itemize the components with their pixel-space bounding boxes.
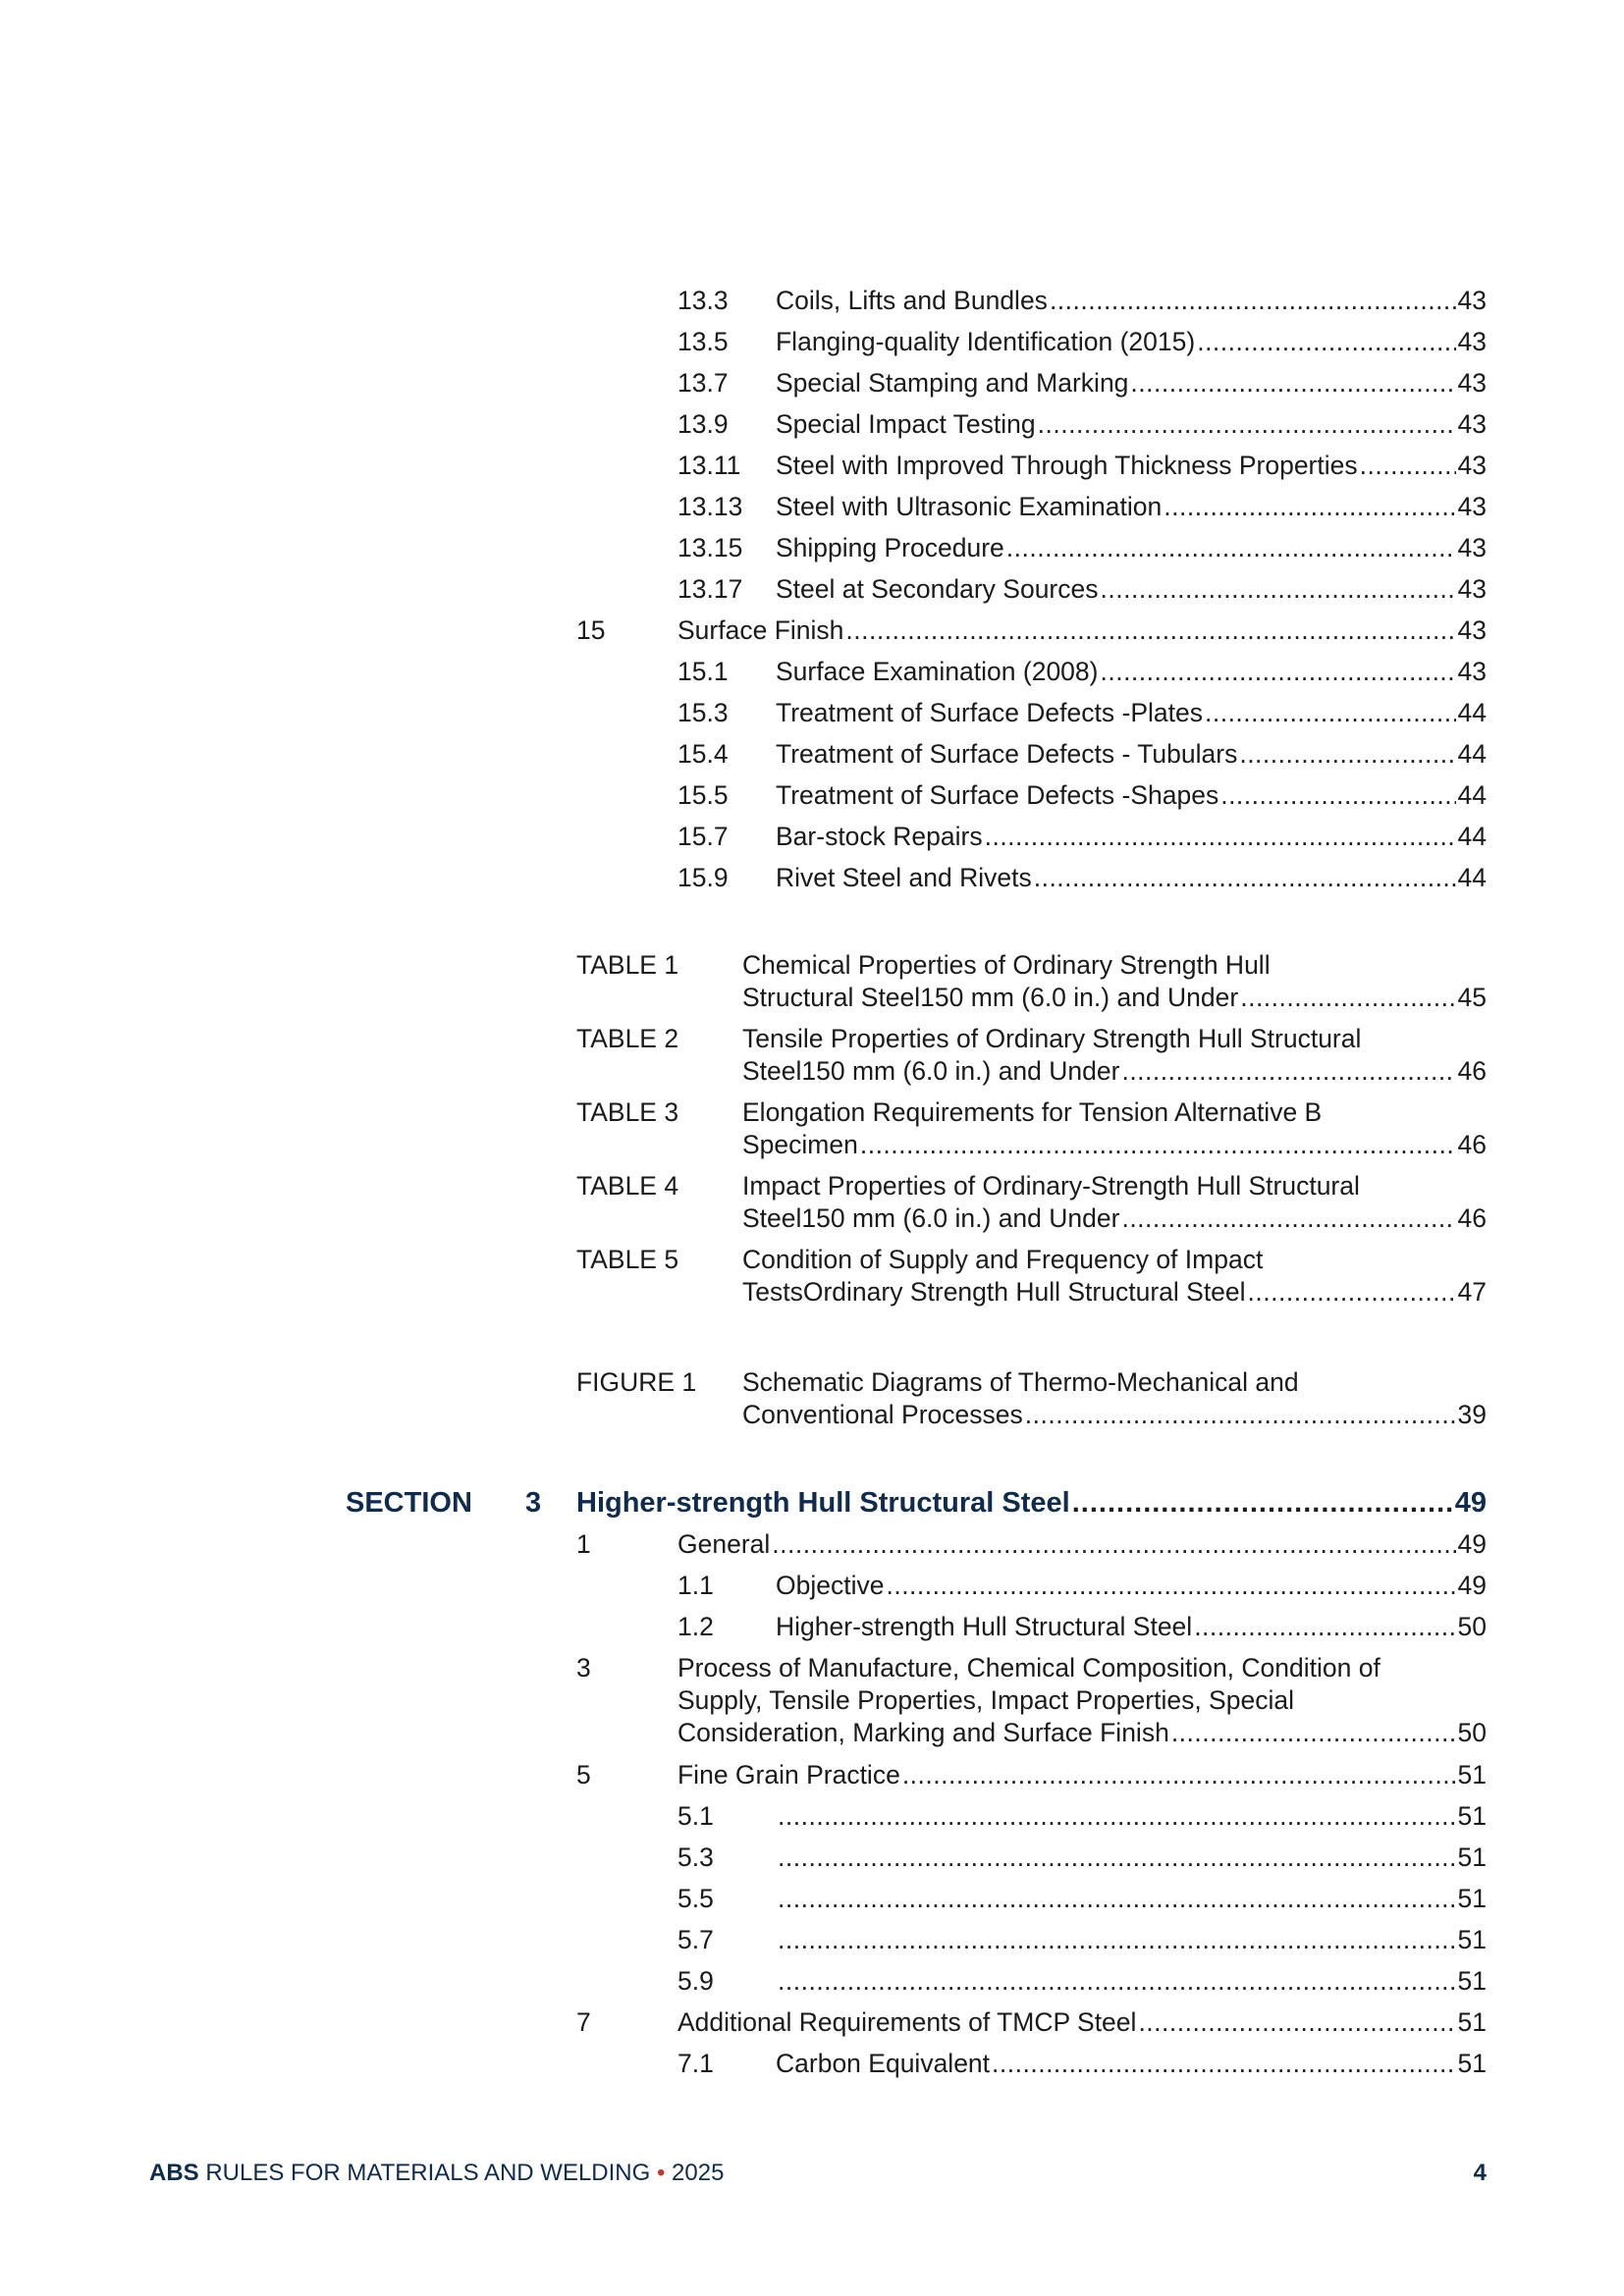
dot-leader xyxy=(1025,1397,1456,1432)
entry-line xyxy=(776,406,1487,442)
entry-label: TABLE 5 xyxy=(576,1245,679,1274)
entry-number: 13.3 xyxy=(677,286,729,315)
entry-line xyxy=(677,1757,1487,1792)
entry-number: 5.1 xyxy=(677,1801,714,1831)
entry-label: TABLE 4 xyxy=(576,1171,679,1201)
dot-leader xyxy=(778,1963,1456,1999)
dot-leader xyxy=(902,1757,1456,1792)
entry-line xyxy=(776,571,1487,607)
entry-number: 7.1 xyxy=(677,2049,714,2078)
dot-leader xyxy=(1072,1485,1453,1521)
entry-page-number: 49 xyxy=(1457,1571,1487,1600)
section-label: SECTION xyxy=(346,1487,472,1519)
page-number: 4 xyxy=(1473,2160,1487,2186)
entry-page-number: 43 xyxy=(1457,533,1487,562)
footer xyxy=(149,2160,724,2187)
entry-page-number: 43 xyxy=(1457,657,1487,686)
entry-line xyxy=(776,2046,1487,2081)
entry-number: 5.7 xyxy=(677,1925,714,1954)
dot-leader xyxy=(1006,530,1456,565)
dot-leader xyxy=(1101,571,1456,607)
entry-page-number: 43 xyxy=(1457,286,1487,315)
entry-title: Additional Requirements of TMCP Steel xyxy=(677,2007,1137,2037)
dot-leader xyxy=(1248,1274,1456,1309)
entry-number: 5.5 xyxy=(677,1884,714,1913)
entry-line3 xyxy=(677,1715,1487,1750)
entry-title: Surface Examination (2008) xyxy=(776,657,1099,686)
entry-line xyxy=(776,777,1487,813)
entry-line xyxy=(776,324,1487,359)
entry-number: 5.9 xyxy=(677,1966,714,1996)
dot-leader xyxy=(1050,283,1456,318)
dot-leader xyxy=(778,1922,1456,1957)
entry-title-line2: Steel150 mm (6.0 in.) and Under xyxy=(742,1203,1120,1233)
entry-page-number: 44 xyxy=(1457,698,1487,727)
entry-page-number: 43 xyxy=(1457,451,1487,480)
entry-page-number: 51 xyxy=(1457,1884,1487,1913)
entry-label: TABLE 2 xyxy=(576,1024,679,1053)
entry-number: 13.5 xyxy=(677,327,729,356)
entry-label: TABLE 1 xyxy=(576,950,679,980)
entry-number: 15.3 xyxy=(677,698,729,727)
entry-page-number: 50 xyxy=(1457,1718,1487,1747)
section-number: 3 xyxy=(525,1487,542,1519)
entry-number: 15.9 xyxy=(677,863,729,892)
dot-leader xyxy=(1197,324,1455,359)
entry-number: 1 xyxy=(576,1529,591,1559)
entry-title: Special Stamping and Marking xyxy=(776,368,1129,398)
entry-number: 1.1 xyxy=(677,1571,714,1600)
entry-title-line1: Tensile Properties of Ordinary Strength Hull Structural xyxy=(742,1024,1362,1053)
entry-title: Higher-strength Hull Structural Steel xyxy=(776,1612,1193,1641)
entry-number: 15.4 xyxy=(677,739,729,769)
entry-number: 13.11 xyxy=(677,451,741,480)
section-page-number: 49 xyxy=(1454,1487,1487,1519)
entry-title-line2: Steel150 mm (6.0 in.) and Under xyxy=(742,1056,1120,1086)
entry-number: 13.15 xyxy=(677,533,743,562)
entry-line xyxy=(776,860,1487,895)
dot-leader xyxy=(1138,2004,1455,2040)
entry-page-number: 51 xyxy=(1457,2049,1487,2078)
entry-number: 13.13 xyxy=(677,492,743,521)
entry-number: 1.2 xyxy=(677,1612,714,1641)
entry-page-number: 47 xyxy=(1457,1277,1487,1307)
entry-title-line2: Structural Steel150 mm (6.0 in.) and Under xyxy=(742,983,1239,1012)
entry-page-number: 51 xyxy=(1457,1760,1487,1789)
entry-line xyxy=(776,489,1487,524)
dot-leader xyxy=(1130,365,1455,400)
dot-leader xyxy=(1240,980,1455,1015)
entry-label: TABLE 3 xyxy=(576,1097,679,1127)
entry-number: 5 xyxy=(576,1760,591,1789)
entry-page-number: 43 xyxy=(1457,368,1487,398)
dot-leader xyxy=(1171,1715,1456,1750)
footer-brand: ABS xyxy=(149,2160,199,2186)
dot-leader xyxy=(1038,406,1456,442)
entry-number: 15.1 xyxy=(677,657,729,686)
section-title-line xyxy=(576,1485,1487,1521)
section-title: Higher-strength Hull Structural Steel xyxy=(576,1487,1070,1519)
entry-number: 5.3 xyxy=(677,1842,714,1872)
dot-leader xyxy=(985,819,1456,854)
entry-title-line2: Supply, Tensile Properties, Impact Properties, Special xyxy=(677,1685,1294,1715)
entry-title: Treatment of Surface Defects - Tubulars xyxy=(776,739,1238,769)
entry-title-line1: Impact Properties of Ordinary-Strength Hull Structural xyxy=(742,1171,1360,1201)
entry-page-number: 43 xyxy=(1457,327,1487,356)
entry-line xyxy=(776,448,1487,483)
entry-page-number: 51 xyxy=(1457,1842,1487,1872)
dot-leader xyxy=(1121,1201,1455,1236)
entry-page-number: 51 xyxy=(1457,1966,1487,1996)
dot-leader xyxy=(778,1840,1456,1875)
entry-line xyxy=(776,530,1487,565)
entry-title-line1: Elongation Requirements for Tension Alternative B xyxy=(742,1097,1323,1127)
entry-line xyxy=(677,2004,1487,2040)
entry-title: Steel with Improved Through Thickness Properties xyxy=(776,451,1358,480)
entry-number: 7 xyxy=(576,2007,591,2037)
footer-bullet: • xyxy=(656,2160,666,2186)
dot-leader xyxy=(778,1881,1456,1916)
entry-line xyxy=(677,1526,1487,1562)
entry-title-line1: Chemical Properties of Ordinary Strength Hull xyxy=(742,950,1271,980)
entry-title: General xyxy=(677,1529,771,1559)
entry-title: Fine Grain Practice xyxy=(677,1760,900,1789)
dot-leader xyxy=(1121,1053,1455,1089)
entry-line2 xyxy=(742,980,1487,1015)
entry-page-number: 44 xyxy=(1457,780,1487,810)
entry-title-line1: Condition of Supply and Frequency of Impact xyxy=(742,1245,1264,1274)
entry-page-number: 44 xyxy=(1457,863,1487,892)
entry-title-line3: Consideration, Marking and Surface Finish xyxy=(677,1718,1169,1747)
entry-title: Special Impact Testing xyxy=(776,409,1036,439)
entry-page-number: 39 xyxy=(1457,1400,1487,1429)
entry-line xyxy=(776,736,1487,772)
entry-page-number: 44 xyxy=(1457,739,1487,769)
entry-page-number: 43 xyxy=(1457,409,1487,439)
entry-page-number: 46 xyxy=(1457,1203,1487,1233)
entry-title: Treatment of Surface Defects -Plates xyxy=(776,698,1203,727)
dot-leader xyxy=(1100,654,1455,689)
dot-leader xyxy=(778,1798,1456,1834)
entry-number: 13.7 xyxy=(677,368,729,398)
entry-page-number: 51 xyxy=(1457,1925,1487,1954)
dot-leader xyxy=(1239,736,1455,772)
entry-line xyxy=(776,1963,1487,1999)
entry-page-number: 46 xyxy=(1457,1130,1487,1159)
entry-page-number: 45 xyxy=(1457,983,1487,1012)
entry-title-line2: TestsOrdinary Strength Hull Structural Steel xyxy=(742,1277,1246,1307)
entry-line2 xyxy=(742,1274,1487,1309)
entry-number: 15 xyxy=(576,615,606,645)
dot-leader xyxy=(772,1526,1455,1562)
entry-line xyxy=(776,1922,1487,1957)
entry-page-number: 43 xyxy=(1457,492,1487,521)
entry-title-line1: Process of Manufacture, Chemical Composition, Condition of xyxy=(677,1653,1380,1682)
entry-line2 xyxy=(742,1201,1487,1236)
entry-line xyxy=(776,365,1487,400)
entry-page-number: 51 xyxy=(1457,2007,1487,2037)
entry-line xyxy=(776,1881,1487,1916)
entry-title: Rivet Steel and Rivets xyxy=(776,863,1032,892)
dot-leader xyxy=(1205,695,1456,730)
entry-title-line2: Conventional Processes xyxy=(742,1400,1023,1429)
entry-line xyxy=(776,695,1487,730)
entry-page-number: 50 xyxy=(1457,1612,1487,1641)
entry-line xyxy=(776,1840,1487,1875)
entry-title: Coils, Lifts and Bundles xyxy=(776,286,1048,315)
entry-label: FIGURE 1 xyxy=(576,1367,697,1397)
entry-page-number: 51 xyxy=(1457,1801,1487,1831)
entry-title: Steel with Ultrasonic Examination xyxy=(776,492,1163,521)
entry-line xyxy=(776,283,1487,318)
entry-line xyxy=(776,1568,1487,1603)
entry-page-number: 44 xyxy=(1457,822,1487,851)
entry-title: Flanging-quality Identification (2015) xyxy=(776,327,1196,356)
entry-line2 xyxy=(742,1397,1487,1432)
entry-number: 13.17 xyxy=(677,574,743,604)
footer-page-number xyxy=(1474,2160,1487,2187)
dot-leader xyxy=(1164,489,1455,524)
dot-leader xyxy=(845,613,1455,648)
entry-title: Surface Finish xyxy=(677,615,844,645)
entry-line xyxy=(776,819,1487,854)
entry-title: Bar-stock Repairs xyxy=(776,822,983,851)
entry-page-number: 49 xyxy=(1457,1529,1487,1559)
dot-leader xyxy=(860,1127,1456,1162)
entry-title: Objective xyxy=(776,1571,885,1600)
entry-title: Carbon Equivalent xyxy=(776,2049,991,2078)
entry-line2 xyxy=(742,1127,1487,1162)
entry-line xyxy=(776,654,1487,689)
entry-number: 3 xyxy=(576,1653,591,1682)
entry-line2 xyxy=(742,1053,1487,1089)
dot-leader xyxy=(992,2046,1455,2081)
footer-title: RULES FOR MATERIALS AND WELDING xyxy=(198,2160,657,2186)
dot-leader xyxy=(1194,1609,1455,1644)
footer-year: 2025 xyxy=(665,2160,725,2186)
entry-page-number: 43 xyxy=(1457,574,1487,604)
entry-title: Steel at Secondary Sources xyxy=(776,574,1099,604)
entry-line xyxy=(677,613,1487,648)
entry-page-number: 46 xyxy=(1457,1056,1487,1086)
dot-leader xyxy=(1360,448,1456,483)
entry-title-line1: Schematic Diagrams of Thermo-Mechanical and xyxy=(742,1367,1299,1397)
entry-number: 13.9 xyxy=(677,409,729,439)
entry-title: Treatment of Surface Defects -Shapes xyxy=(776,780,1219,810)
entry-number: 15.5 xyxy=(677,780,729,810)
entry-number: 15.7 xyxy=(677,822,729,851)
entry-line xyxy=(776,1798,1487,1834)
entry-title: Shipping Procedure xyxy=(776,533,1004,562)
dot-leader xyxy=(1034,860,1456,895)
entry-page-number: 43 xyxy=(1457,615,1487,645)
entry-line xyxy=(776,1609,1487,1644)
dot-leader xyxy=(1220,777,1455,813)
dot-leader xyxy=(886,1568,1455,1603)
entry-title-line2: Specimen xyxy=(742,1130,858,1159)
